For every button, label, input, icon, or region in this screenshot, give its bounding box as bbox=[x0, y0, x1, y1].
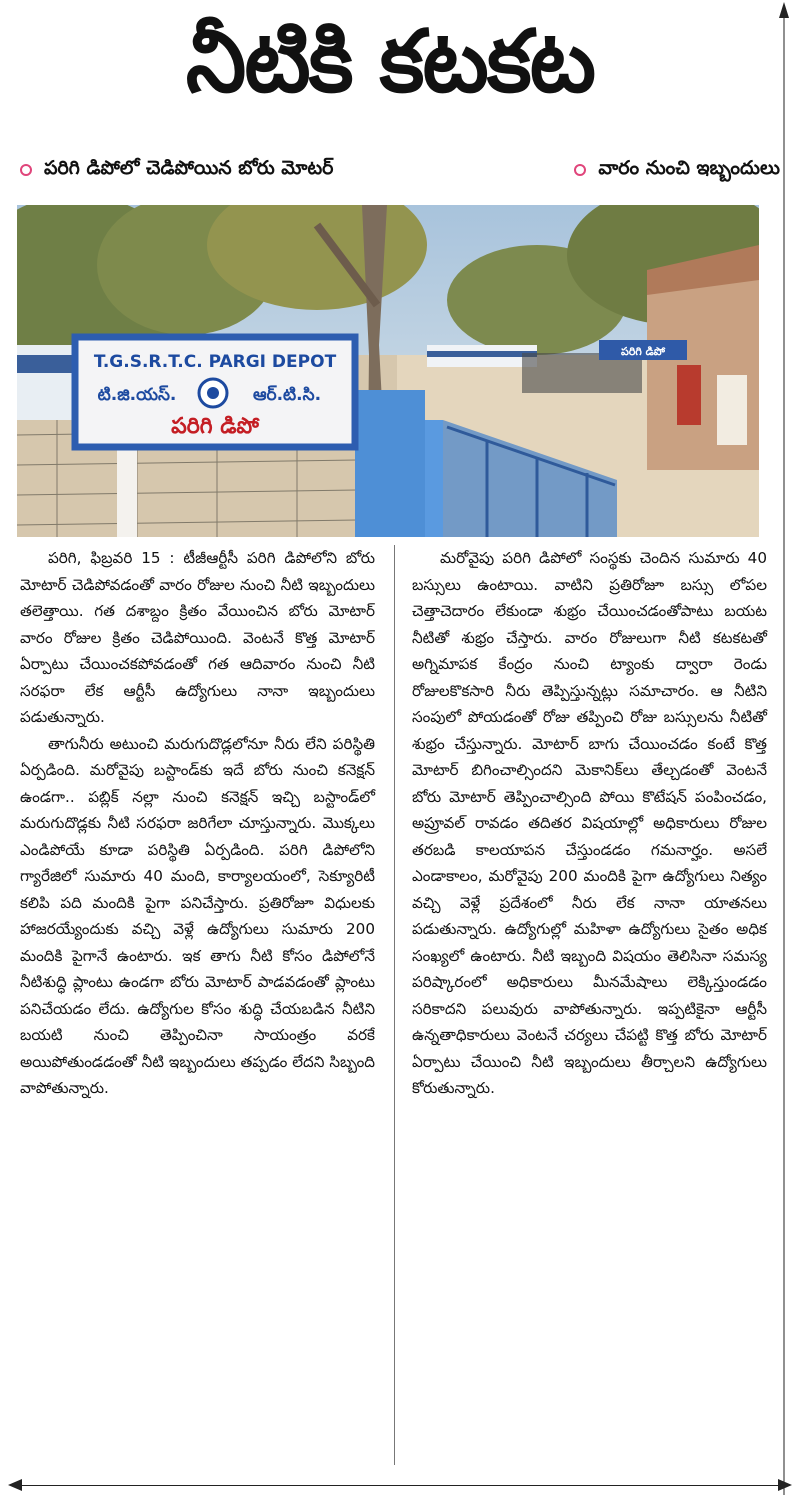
sub-bullet-1 bbox=[20, 157, 333, 184]
bullet-circle-icon bbox=[20, 164, 32, 176]
small-depot-sign: పరిగి డిపో bbox=[621, 345, 665, 358]
article-paragraph: తాగునీరు అటుంచి మరుగుదొడ్లలోనూ నీరు లేని పరిస్థితి ఏర్పడింది. మరోవైపు బస్టాండ్‌కు ఇదే బోరు నుంచి కనెక్షన్ ఉండగా.. పబ్లిక్ నల్లా నుంచి కనెక్షన్ ఇచ్చి బస్టాండ్‌లో మరుగుదొడ్లకు నీటి సరఫరా జరిగేలా చూస్తున్నారు. మొక్కలు ఎండిపోయే కూడా పరిస్థితి ఏర్పడింది. పరిగి డిపోలోని గ్యారేజిలో సుమారు 40 మంది, కార్యాలయంలో, సెక్యూరిటీ కలిపి పది మందికి పైగా పనిచేస్తారు. ప్రతిరోజూ విధులకు హాజరయ్యేందుకు వచ్చి వెళ్లే ఉద్యోగులు సుమారు 200 మందికి పైగానే ఉంటారు. ఇక తాగు నీటి కోసం డిపోలోనే నీటిశుద్ధి ప్లాంటు ఉండగా బోరు మోటార్ పాడవడంతో ప్లాంటు పనిచేయడం లేదు. ఉద్యోగుల కోసం శుద్ధి చేయబడిన నీటిని బయటి నుంచి తెప్పించినా సాయంత్రం వరకే అయిపోతుండడంతో నీటి ఇబ్బందులు తప్పడం లేదని సిబ్బంది వాపోతున్నారు. bbox=[20, 734, 375, 1097]
sign-line-1: T.G.S.R.T.C. PARGI DEPOT bbox=[93, 352, 337, 372]
right-arrow-icon bbox=[778, 1479, 792, 1491]
sub-bullet-text: పరిగి డిపోలో చెడిపోయిన బోరు మోటర్ bbox=[44, 156, 334, 179]
article-right-column bbox=[412, 545, 767, 1102]
sign-line-2-right: ఆర్.టి.సి. bbox=[252, 385, 322, 405]
sub-bullet-2 bbox=[574, 157, 780, 184]
article-paragraph: మరోవైపు పరిగి డిపోలో సంస్థకు చెందిన సుమారు 40 బస్సులు ఉంటాయి. వాటిని ప్రతిరోజూ బస్సు లోపల చెత్తాచెదారం లేకుండా శుభ్రం చేయించడంతోపాటు బయట నీటితో శుభ్రం చేస్తారు. వారం రోజులుగా నీటి కటకటతో అగ్నిమాపక కేంద్రం నుంచి ట్యాంకు ద్వారా రెండు రోజులకొకసారి నీరు తెప్పిస్తున్నట్లు సమాచారం. ఆ నీటిని సంపులో పోయడంతో రోజు తప్పించి రోజు బస్సులను నీటితో శుభ్రం చేస్తున్నారు. మోటార్ బాగు చేయించడం కంటే కొత్త మోటార్ బిగించాల్సిందని మెకానిక్‌లు తేల్చడంతో వెంటనే బోరు మోటార్ తెప్పించాల్సింది పోయి కొటేషన్ పంపించడం, అప్రూవల్ రావడం తదితర విషయాల్లో అధికారులు రోజుల తరబడి కాలయాపన చేస్తుండడం గమనార్హం. అసలే ఎండాకాలం, మరోవైపు 200 మందికి పైగా ఉద్యోగులు నిత్యం వచ్చి వెళ్లే ప్రదేశంలో నీరు లేక నానా యాతనలు పడుతున్నారు. ఉద్యోగుల్లో మహిళా ఉద్యోగులు సైతం అధిక సంఖ్యలో ఉంటారు. నీటి ఇబ్బంది విషయం తెలిసినా సమస్య పరిష్కారంలో అధికారులు మీనమేషాలు లెక్కిస్తుండడం సరికాదని పలువురు వాపోతున్నారు. ఇప్పటికైనా ఆర్టీసీ ఉన్నతాధికారులు వెంటనే చర్యలు చేపట్టి కొత్త బోరు మోటార్ ఏర్పాటు చేయించి నీటి ఇబ్బందులు తీర్చాలని ఉద్యోగులు కోరుతున్నారు. bbox=[412, 549, 767, 1097]
bottom-arrow-rule bbox=[15, 1485, 785, 1486]
article-left-column bbox=[20, 545, 375, 1102]
bullet-circle-icon bbox=[574, 164, 586, 176]
vertical-arrow-rule bbox=[774, 0, 794, 1501]
subheadline bbox=[20, 150, 780, 190]
sign-line-2-left: టి.జి.యస్. bbox=[97, 385, 177, 405]
sign-line-3: పరిగి డిపో bbox=[171, 414, 259, 439]
headline: నీటికి కటకట bbox=[185, 11, 595, 112]
column-divider bbox=[394, 545, 395, 1465]
sub-bullet-text: వారం నుంచి ఇబ్బందులు bbox=[598, 156, 780, 179]
depot-photo-illustration bbox=[17, 205, 759, 537]
depot-photo bbox=[17, 205, 759, 537]
left-arrow-icon bbox=[8, 1479, 22, 1491]
article-paragraph: పరిగి, ఫిబ్రవరి 15 : టీజీఆర్టీసీ పరిగి డిపోలోని బోరు మోటార్ చెడిపోవడంతో వారం రోజుల నుంచి నీటి ఇబ్బందులు తలెత్తాయి. గత దశాబ్దం క్రితం వేయించిన బోరు మోటార్ వారం రోజుల క్రితం చెడిపోయింది. వెంటనే కొత్త మోటార్ ఏర్పాటు చేయించకపోవడంతో గత ఆదివారం నుంచి నీటి సరఫరా లేక ఆర్టీసీ ఉద్యోగులు నానా ఇబ్బందులు పడుతున్నారు. bbox=[20, 549, 375, 726]
